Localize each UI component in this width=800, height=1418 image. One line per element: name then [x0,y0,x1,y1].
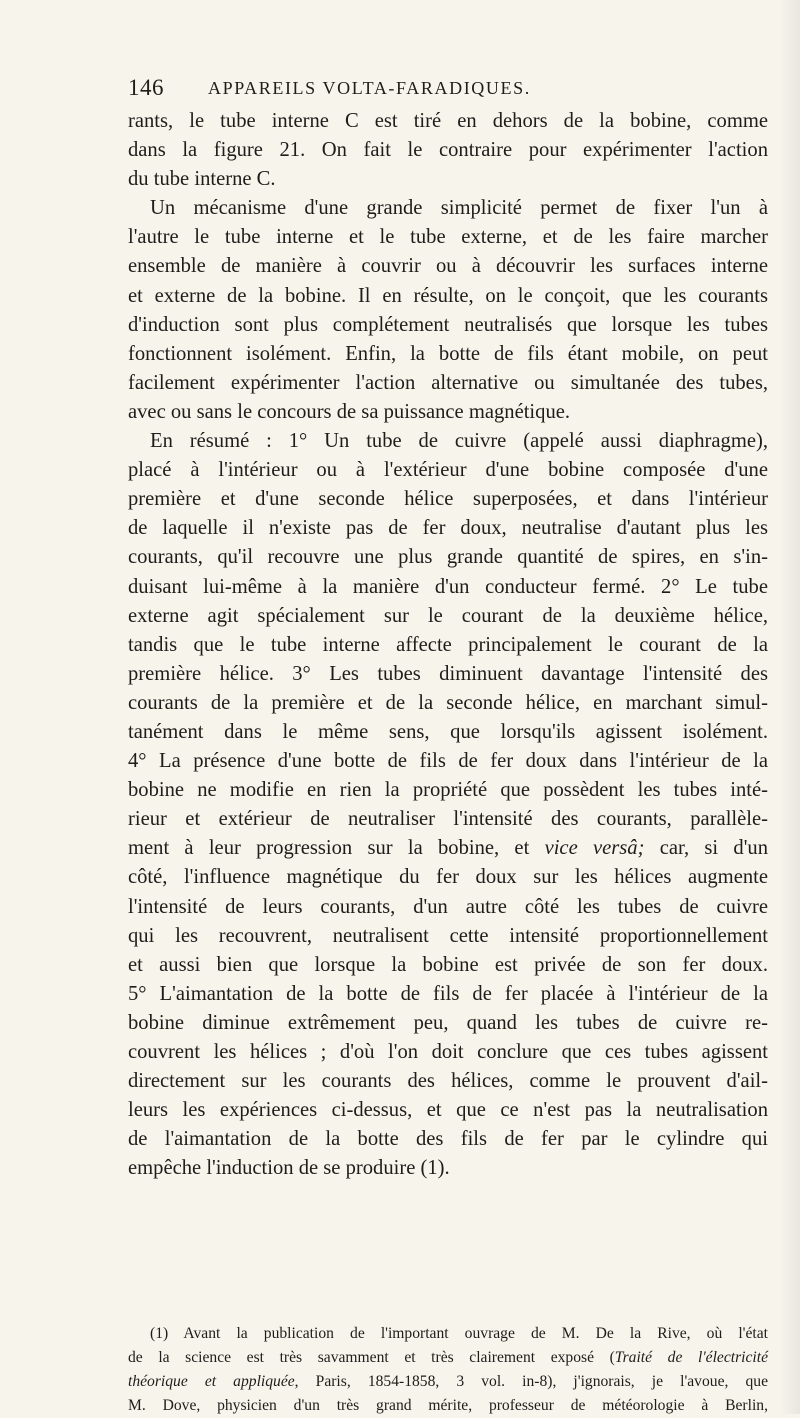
footnote-line: (1) Avant la publication de l'important ouvrage de M. De la Rive, où l'état [150,1325,768,1342]
footnote-line-mixed [128,1346,768,1370]
text-line: rieur et extérieur de neutraliser l'intensité des courants, parallèle- [128,808,768,831]
italic-title: théorique et appliquée [128,1373,295,1390]
text-line: de laquelle il n'existe pas de fer doux, neutralise d'autant plus les [128,517,768,540]
text-line: En résumé : 1° Un tube de cuivre (appelé aussi diaphragme), [150,430,768,453]
text-line: 4° La présence d'une botte de fils de fer doux dans l'intérieur de la [128,750,768,773]
text-line: et aussi bien que lorsque la bobine est privée de son fer doux. [128,953,768,976]
text-line: empêche l'induction de se produire (1). [128,1157,450,1180]
text-line: côté, l'influence magnétique du fer doux sur les hélices augmente [128,866,768,889]
text-line: avec ou sans le concours de sa puissance magnétique. [128,400,571,423]
text-line: facilement expérimenter l'action alternative ou simultanée des tubes, [128,371,768,394]
page-header [0,75,800,105]
text-line: dans la figure 21. On fait le contraire pour expérimenter l'action [128,139,768,162]
text-line: courants, qu'il recouvre une plus grande quantité de spires, en s'in- [128,546,768,569]
text-line: rants, le tube interne C est tiré en dehors de la bobine, comme [128,110,768,132]
text-line: et externe de la bobine. Il en résulte, on le conçoit, que les courants [128,284,768,307]
footnote [128,1322,768,1418]
text-line: tandis que le tube interne affecte principalement le courant de la [128,633,768,656]
text-segment: car, si d'un [644,837,768,860]
text-line: bobine ne modifie en rien la propriété que possèdent les tubes inté- [128,779,768,802]
text-line: 5° L'aimantation de la botte de fils de fer placée à l'intérieur de la [128,982,768,1005]
text-line: du tube interne C. [128,168,276,191]
footnote-line: M. Dove, physicien d'un très grand mérite, professeur de météorologie à Berlin, [128,1397,768,1414]
text-line: tanément dans le même sens, que lorsqu'ils agissent isolément. [128,720,768,743]
running-title: APPAREILS VOLTA-FARADIQUES. [208,78,531,98]
text-line-mixed [128,834,768,863]
text-line: externe agit spécialement sur le courant de la deuxième hélice, [128,604,768,627]
text-line: qui les recouvrent, neutralisent cette intensité proportionnellement [128,924,768,947]
text-line: l'intensité de leurs courants, d'un autre côté les tubes de cuivre [128,895,768,918]
text-line: de l'aimantation de la botte des fils de fer par le cylindre qui [128,1128,768,1151]
italic-title: Traité de l'électricité [614,1349,768,1366]
text-line: duisant lui-même à la manière d'un conducteur fermé. 2° Le tube [128,575,768,598]
page-number: 146 [128,75,164,100]
text-line: couvrent les hélices ; d'où l'on doit conclure que ces tubes agissent [128,1041,768,1063]
text-line: placé à l'intérieur ou à l'extérieur d'une bobine composée d'une [128,459,768,482]
text-line: première hélice. 3° Les tubes diminuent davantage l'intensité des [128,662,768,685]
text-segment: de la science est très savamment et très clairement exposé ( [128,1349,615,1366]
text-line: directement sur les courants des hélices, comme le prouvent d'ail- [128,1070,768,1093]
footnote-line-mixed [128,1370,768,1394]
text-line: courants de la première et de la seconde hélice, en marchant simul- [128,691,768,714]
text-line: ensemble de manière à couvrir ou à découvrir les surfaces interne [128,255,768,278]
italic-phrase: vice versâ; [544,837,645,860]
body-text [128,107,768,1183]
text-line: bobine diminue extrêmement peu, quand les tubes de cuivre re- [128,1011,768,1034]
text-line: première et d'une seconde hélice superposées, et dans l'intérieur [128,488,768,511]
text-line: Un mécanisme d'une grande simplicité permet de fixer l'un à [150,197,768,220]
text-line: leurs les expériences ci-dessus, et que ce n'est pas la neutralisation [128,1099,768,1122]
text-segment: , Paris, 1854-1858, 3 vol. in-8), j'ignorais, je l'avoue, que [294,1373,768,1390]
text-segment: ment à leur progression sur la bobine, et [128,837,530,860]
text-line: fonctionnent isolément. Enfin, la botte de fils étant mobile, on peut [128,342,768,365]
text-line: l'autre le tube interne et le tube externe, et de les faire marcher [128,226,768,249]
text-line: d'induction sont plus complétement neutralisés que lorsque les tubes [128,313,768,336]
page-edge-shadow [780,0,800,1414]
